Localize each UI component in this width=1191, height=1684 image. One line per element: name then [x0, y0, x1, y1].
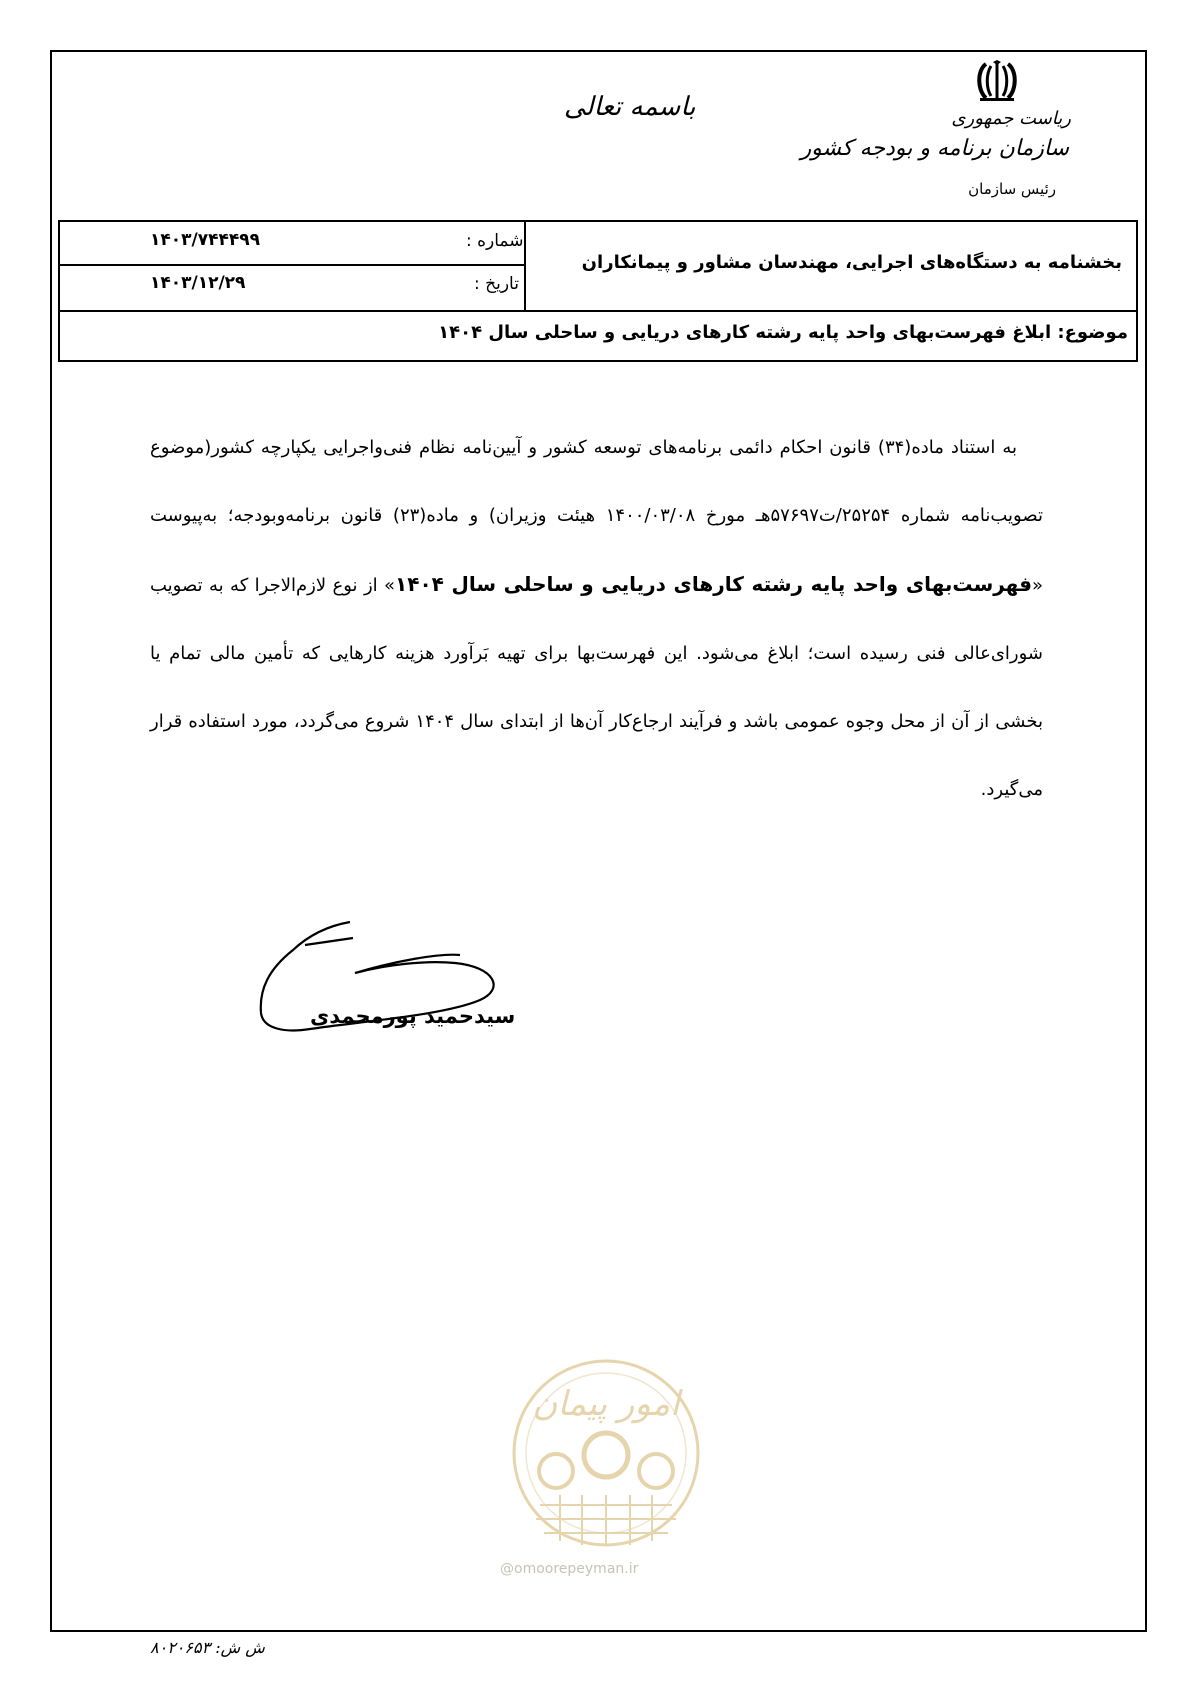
watermark-logo-text: امور پیمان — [532, 1384, 680, 1424]
omoorepeyman-watermark-logo — [500, 1355, 712, 1551]
number-value: ۱۴۰۳/۷۴۴۴۹۹ — [150, 230, 260, 250]
body-text-bold: فهرست‌بهای واحد پایه رشته کارهای دریایی و ساحلی سال ۱۴۰۴ — [395, 572, 1032, 596]
iran-emblem-icon — [972, 60, 1022, 102]
body-text-part2: » از نوع لازم‌الاجرا که به تصویب شورای‌عالی فنی رسیده است؛ ابلاغ می‌شود. این فهرست‌بها برای تهیه بَرآورد هزینه کارهایی که تأمین مالی تمام یا بخشی از آن از محل وجوه عمومی باشد و فرآیند ارجاع‌کار آن‌ها از ابتدای سال ۱۴۰۴ شروع می‌گردد، مورد استفاده قرار می‌گیرد. — [150, 575, 1043, 800]
watermark-url: @omoorepeyman.ir — [500, 1561, 639, 1577]
letter-body — [150, 414, 1043, 824]
org-line-presidency: ریاست جمهوری — [951, 108, 1071, 129]
body-text-part1: به استناد ماده(۳۴) قانون احکام دائمی برنامه‌های توسعه کشور و آیین‌نامه نظام فنی‌واجرایی یکپارچه کشور(موضوع تصویب‌نامه شماره ۲۵۲۵۴/ت۵۷۶۹۷هـ مورخ ۱۴۰۰/۰۳/۰۸ هیئت وزیران) و ماده(۲۳) قانون برنامه‌وبودجه؛ به‌پیوست « — [150, 437, 1043, 596]
date-value: ۱۴۰۳/۱۲/۲۹ — [150, 273, 246, 293]
recipient-line: بخشنامه به دستگاه‌های اجرایی، مهندسان مشاور و پیمانکاران — [581, 252, 1122, 273]
bismillah-heading: باسمه تعالی — [564, 92, 696, 122]
signatory-name: سیدحمید پورمحمدی — [310, 1004, 516, 1028]
date-label: تاریخ : — [474, 274, 519, 294]
info-table — [58, 220, 1138, 362]
org-line-head: رئیس سازمان — [968, 180, 1056, 198]
footer-serial-code: ش ش: ۸۰۲۰۶۵۳ — [150, 1638, 265, 1657]
org-line-organization: سازمان برنامه و بودجه کشور — [800, 136, 1069, 161]
number-label: شماره : — [466, 231, 524, 251]
subject-line: موضوع: ابلاغ فهرست‌بهای واحد پایه رشته کارهای دریایی و ساحلی سال ۱۴۰۴ — [438, 322, 1128, 343]
